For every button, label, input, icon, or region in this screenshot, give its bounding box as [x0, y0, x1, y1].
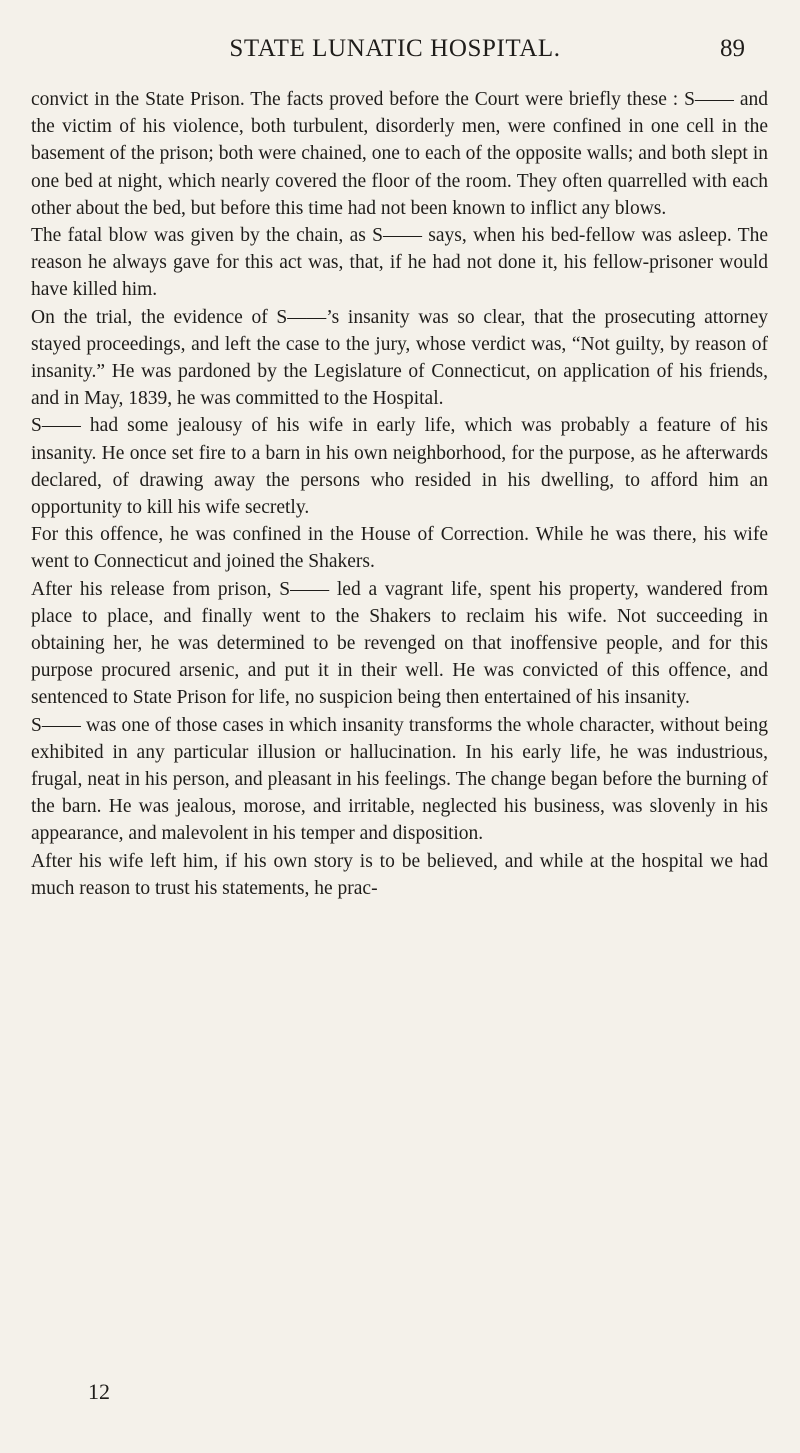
running-title: STATE LUNATIC HOSPITAL. [229, 35, 561, 62]
running-head [170, 34, 745, 68]
paragraph-8: After his wife left him, if his own story is to be believed, and while at the hospital we had much reason to trust his statements, he prac- [31, 850, 768, 899]
paragraph-1: convict in the State Prison. The facts proved before the Court were briefly these : S—— and the victim of his violence, both turbulent, disorderly men, were confined in one cell in the basement of the prison; both were chained, one to each of the opposite walls; and both slept in one bed at night, which nearly covered the floor of the room. They often quarrelled with each other about the bed, but before this time had not been known to inflict any blows. [31, 89, 768, 219]
body-text [31, 86, 768, 902]
paragraph-2: The fatal blow was given by the chain, as S—— says, when his bed-fellow was asleep. The reason he always gave for this act was, that, if he had not done it, his fellow-prisoner would have killed him. [31, 225, 768, 301]
paragraph-6: After his release from prison, S—— led a vagrant life, spent his property, wandered from place to place, and finally went to the Shakers to reclaim his wife. Not succeeding in obtaining her, he was determined to be revenged on that inoffensive people, and for this purpose procured arsenic, and put it in their well. He was convicted of this offence, and sentenced to State Prison for life, no suspicion being then entertained of his insanity. [31, 578, 768, 709]
paragraph-7: S—— was one of those cases in which insanity transforms the whole character, without being exhibited in any particular illusion or hallucination. In his early life, he was industrious, frugal, neat in his person, and pleasant in his feelings. The change began before the burning of the barn. He was jealous, morose, and irritable, neglected his business, was slovenly in his appearance, and malevolent in his temper and disposition. [31, 714, 768, 845]
page-number: 89 [720, 35, 745, 62]
paragraph-4: S—— had some jealousy of his wife in early life, which was probably a feature of his insanity. He once set fire to a barn in his own neighborhood, for the purpose, as he afterwards declared, of drawing away the persons who resided in his dwelling, to afford him an opportunity to kill his wife secretly. [31, 415, 768, 519]
footer-signature: 12 [88, 1379, 110, 1404]
paragraph-3: On the trial, the evidence of S——’s insanity was so clear, that the prosecuting attorney stayed proceedings, and left the case to the jury, whose verdict was, “Not guilty, by reason of insanity.” He was pardoned by the Legislature of Connecticut, on application of his friends, and in May, 1839, he was committed to the Hospital. [31, 306, 768, 410]
paragraph-5: For this offence, he was confined in the House of Correction. While he was there, his wife went to Connecticut and joined the Shakers. [31, 524, 768, 573]
